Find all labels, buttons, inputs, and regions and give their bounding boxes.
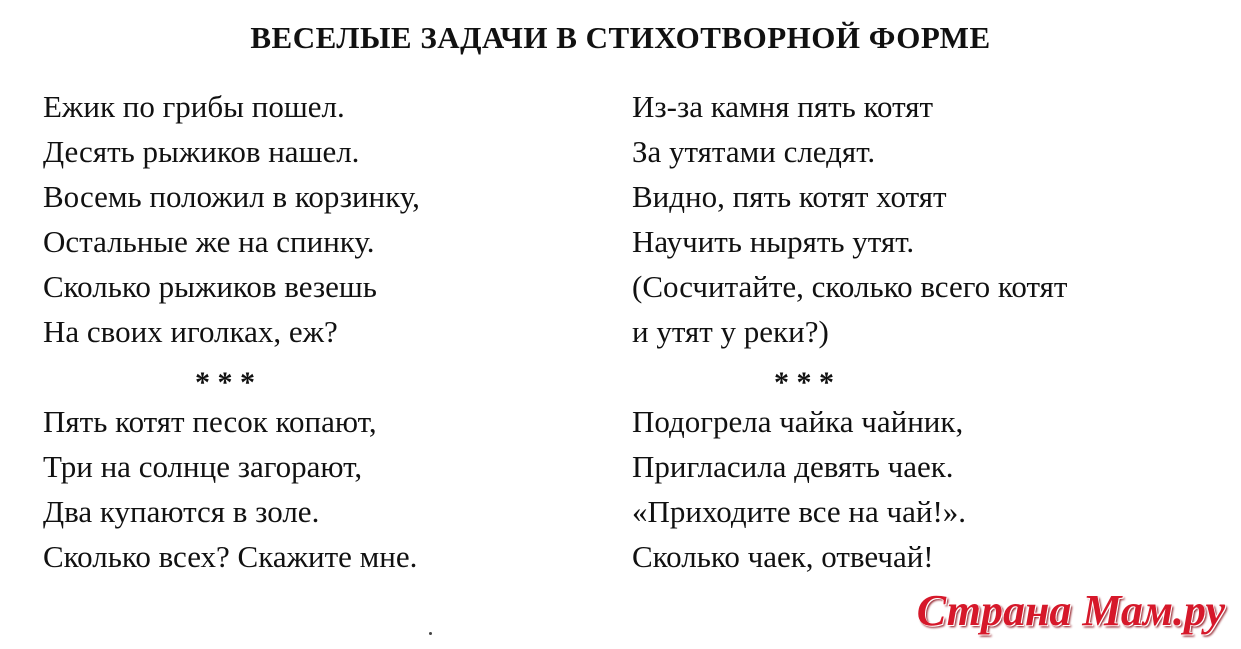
poem-hedgehog — [43, 84, 603, 354]
stanza-separator: * * * — [195, 366, 255, 399]
scan-speck — [429, 632, 432, 635]
poem-line: Научить нырять утят. — [632, 224, 915, 259]
poem-line: и утят у реки?) — [632, 314, 829, 349]
poem-line: Из-за камня пять котят — [632, 89, 934, 124]
poem-line: «Приходите все на чай!». — [632, 494, 967, 529]
poem-line: На своих иголках, еж? — [43, 314, 338, 349]
site-watermark-logo: Страна Мам.ру — [916, 586, 1225, 635]
poem-kittens-ducklings — [632, 84, 1222, 354]
left-column — [43, 84, 603, 579]
poem-seagull — [632, 399, 1222, 579]
poem-line: Ежик по грибы пошел. — [43, 89, 345, 124]
poem-line: Сколько чаек, отвечай! — [632, 539, 934, 574]
poem-line: (Сосчитайте, сколько всего котят — [632, 269, 1068, 304]
poem-line: Сколько рыжиков везешь — [43, 269, 377, 304]
right-column — [632, 84, 1222, 579]
poem-line: Пригласила девять чаек. — [632, 449, 954, 484]
poem-line: Восемь положил в корзинку, — [43, 179, 420, 214]
poem-line: Пять котят песок копают, — [43, 404, 377, 439]
stanza-separator: * * * — [774, 366, 834, 399]
poem-line: Два купаются в золе. — [43, 494, 320, 529]
poem-kittens-sand — [43, 399, 603, 579]
poem-line: Три на солнце загорают, — [43, 449, 363, 484]
poem-line: Остальные же на спинку. — [43, 224, 375, 259]
poem-line: Видно, пять котят хотят — [632, 179, 947, 214]
poem-line: Десять рыжиков нашел. — [43, 134, 360, 169]
poem-line: За утятами следят. — [632, 134, 876, 169]
poem-line: Сколько всех? Скажите мне. — [43, 539, 418, 574]
poem-line: Подогрела чайка чайник, — [632, 404, 964, 439]
page-title: ВЕСЕЛЫЕ ЗАДАЧИ В СТИХОТВОРНОЙ ФОРМЕ — [250, 20, 991, 55]
